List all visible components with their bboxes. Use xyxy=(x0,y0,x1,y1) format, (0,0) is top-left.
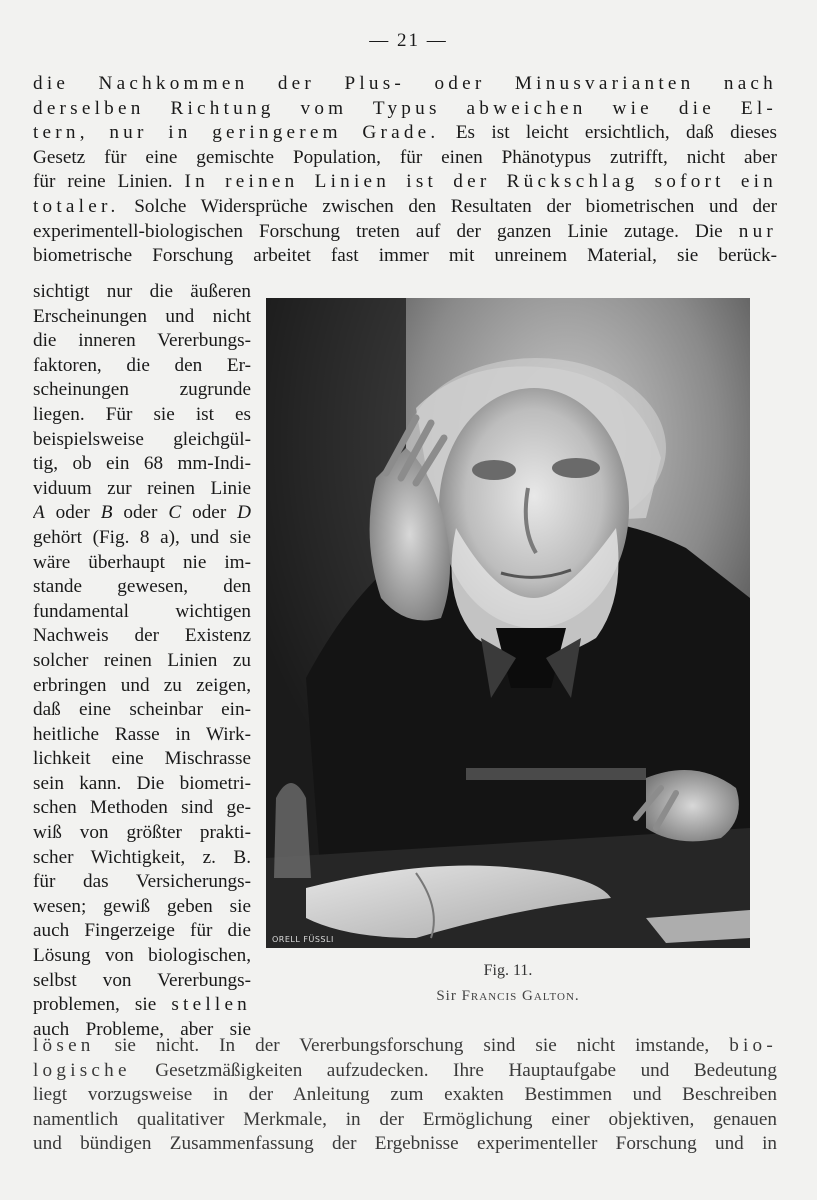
text-run: Gesetzmäßigkeiten aufzudecken. Ihre Hauptaufgabe und Bedeutung xyxy=(130,1059,777,1081)
column-line: A oder B oder C oder D xyxy=(33,502,251,524)
spaced-emphasis: totaler. xyxy=(33,195,120,217)
spaced-emphasis: nur xyxy=(738,220,777,242)
column-line: Nachweis der Existenz xyxy=(33,625,251,647)
column-line: für das Versicherungs- xyxy=(33,871,251,893)
text-run: Es ist leicht ersichtlich, daß dieses xyxy=(439,122,777,144)
text-run: für reine Linien. xyxy=(33,171,185,193)
text-run: liegt vorzugsweise in der Anleitung zum exakten Bestimmen und Beschreiben xyxy=(33,1084,777,1106)
text-line xyxy=(33,72,777,97)
caption-name: Francis Galton. xyxy=(461,988,580,1004)
column-line: sein kann. Die biometri- xyxy=(33,772,251,794)
top-paragraph xyxy=(33,72,777,269)
spaced-emphasis: lösen xyxy=(33,1035,95,1056)
text-line xyxy=(33,195,777,220)
column-line: problemen, sie stellen xyxy=(33,994,251,1016)
bottom-paragraph xyxy=(33,1034,777,1157)
text-run: sie nicht. In der Vererbungsforschung sind sie nicht imstande, xyxy=(94,1035,730,1056)
column-line: auch Probleme, aber sie xyxy=(33,1018,251,1040)
column-line: gehört (Fig. 8 a), und sie xyxy=(33,526,251,548)
column-line: faktoren, die den Er- xyxy=(33,354,251,376)
text-line xyxy=(33,1034,777,1059)
text-run: namentlich qualitativer Merkmale, in der Ermöglichung einer objektiven, genauen xyxy=(33,1108,777,1130)
text-run: Solche Widersprüche zwischen den Resultaten der biometrischen und der xyxy=(119,195,777,217)
text-run: und bündigen Zusammenfassung der Ergebnisse experimenteller Forschung und in xyxy=(33,1133,777,1155)
text-line xyxy=(33,170,777,195)
column-line: auch Fingerzeige für die xyxy=(33,920,251,942)
figure-caption xyxy=(266,988,750,1005)
spaced-emphasis: tern, nur in geringerem Grade. xyxy=(33,122,440,144)
caption-prefix: Sir xyxy=(436,988,462,1004)
text-run: experimentell-biologischen Forschung treten auf der ganzen Linie zutage. Die xyxy=(33,220,739,242)
column-paragraph xyxy=(33,280,251,1042)
column-line: wäre überhaupt nie im- xyxy=(33,551,251,573)
text-line xyxy=(33,1083,777,1108)
column-line: die inneren Vererbungs- xyxy=(33,330,251,352)
portrait-photo xyxy=(266,298,750,948)
column-line: schen Methoden sind ge- xyxy=(33,797,251,819)
spaced-emphasis: logische xyxy=(33,1059,131,1081)
text-line xyxy=(33,244,777,269)
spaced-emphasis: die Nachkommen der Plus- oder Minusvarianten nach xyxy=(33,73,777,94)
column-line: liegen. Für sie ist es xyxy=(33,403,251,425)
column-line: daß eine scheinbar ein- xyxy=(33,699,251,721)
column-line: selbst von Vererbungs- xyxy=(33,969,251,991)
column-line: fundamental wichtigen xyxy=(33,600,251,622)
column-line: tig, ob ein 68 mm-Indi- xyxy=(33,453,251,475)
column-line: wesen; gewiß geben sie xyxy=(33,895,251,917)
portrait-figure xyxy=(266,298,750,948)
text-run: Gesetz für eine gemischte Population, für einen Phänotypus zutrifft, nicht aber xyxy=(33,146,777,168)
spaced-emphasis: In reinen Linien ist der Rückschlag sofort ein xyxy=(184,171,777,193)
photo-engraver-mark: ORELL FÜSSLI xyxy=(272,935,334,944)
text-line xyxy=(33,146,777,171)
column-line: solcher reinen Linien zu xyxy=(33,649,251,671)
column-line: wiß von größter prakti- xyxy=(33,822,251,844)
column-line: sichtigt nur die äußeren xyxy=(33,281,251,302)
text-line xyxy=(33,1132,777,1157)
column-line: lichkeit eine Mischrasse xyxy=(33,748,251,770)
page-number: — 21 — xyxy=(369,30,448,51)
text-line xyxy=(33,121,777,146)
figure-label: Fig. 11. xyxy=(483,962,533,979)
text-line xyxy=(33,97,777,122)
text-line xyxy=(33,1108,777,1133)
column-line: beispielsweise gleichgül- xyxy=(33,428,251,450)
column-line: scher Wichtigkeit, z. B. xyxy=(33,846,251,868)
column-line: viduum zur reinen Linie xyxy=(33,477,251,499)
column-line: scheinungen zugrunde xyxy=(33,379,251,401)
column-line: erbringen und zu zeigen, xyxy=(33,674,251,696)
spaced-emphasis: bio- xyxy=(729,1035,777,1056)
column-line: Erscheinungen und nicht xyxy=(33,305,251,327)
spaced-emphasis: derselben Richtung vom Typus abweichen wie die El- xyxy=(33,97,777,119)
column-line: heitliche Rasse in Wirk- xyxy=(33,723,251,745)
text-line xyxy=(33,1059,777,1084)
text-run: biometrische Forschung arbeitet fast immer mit unreinem Material, sie berück- xyxy=(33,245,777,267)
column-line: Lösung von biologischen, xyxy=(33,945,251,967)
column-line: stande gewesen, den xyxy=(33,576,251,598)
text-line xyxy=(33,220,777,245)
